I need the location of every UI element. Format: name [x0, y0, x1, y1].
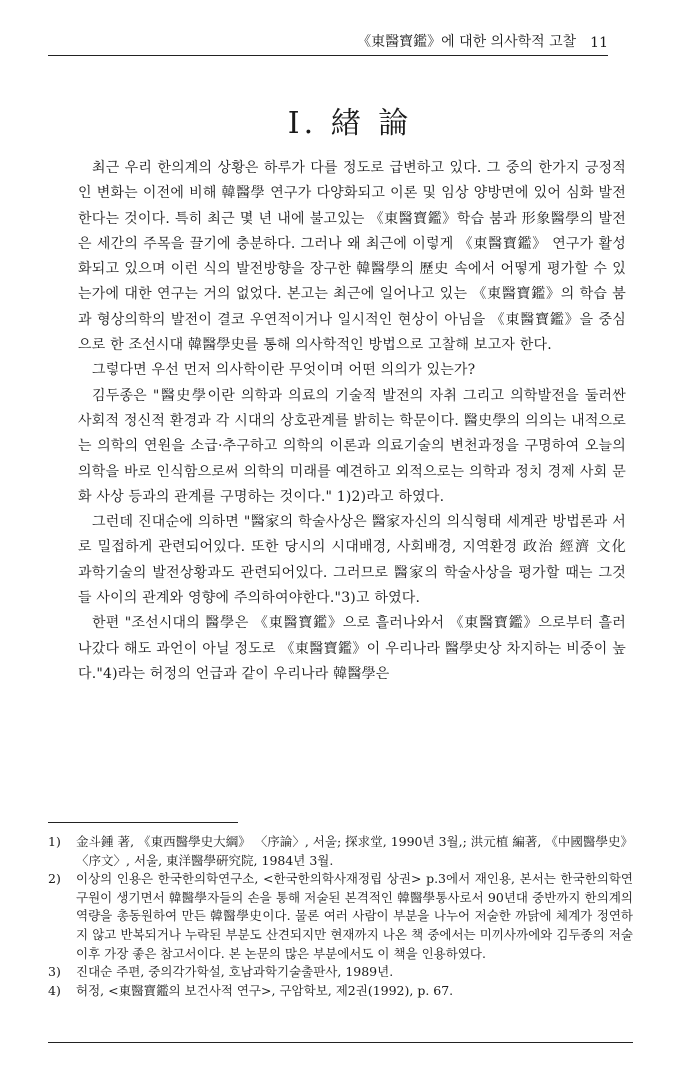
footnote [48, 982, 633, 1001]
footnote [48, 963, 633, 982]
footnote-text: 진대순 주편, 중의각가학설, 호남과학기술출판사, 1989년. [76, 964, 394, 980]
footnote [48, 870, 633, 963]
footnotes [48, 833, 633, 1000]
bottom-rule [48, 1042, 633, 1043]
paragraph: 최근 우리 한의계의 상황은 하루가 다를 정도로 급변하고 있다. 그 중의 한가지 긍정적인 변화는 이전에 비해 韓醫學 연구가 다양화되고 이론 및 임상 양방면에 있어 심화 발전한다는 것이다. 특히 최근 몇 년 내에 불고있는 《東醫寶鑑》학습 붐과 形象醫學의 발전은 세간의 주목을 끌기에 충분하다. 그러나 왜 최근에 이렇게 《東醫寶鑑》 연구가 활성화되고 있으며 이런 식의 발전방향을 장구한 韓醫學의 歷史 속에서 어떻게 평가할 수 있는가에 대한 연구는 거의 없었다. 본고는 최근에 일어나고 있는 《東醫寶鑑》의 학습 붐과 형상의학의 발전이 결코 우연적이거나 일시적인 현상이 아님을 《東醫寶鑑》을 중심으로 한 조선시대 韓醫學史를 통해 의사학적인 방법으로 고찰해 보고자 한다. [78, 160, 626, 354]
footnote-number: 4) [48, 982, 61, 998]
footnote [48, 833, 633, 870]
footnote-separator [48, 822, 238, 823]
running-head [48, 28, 608, 56]
paragraph: 그렇다면 우선 먼저 의사학이란 무엇이며 어떤 의의가 있는가? [92, 362, 476, 379]
footnote-text: 허정, <東醫寶鑑의 보건사적 연구>, 구암학보, 제2권(1992), p. 67. [76, 982, 454, 998]
section-title: Ⅰ. 緖 論 [287, 106, 413, 141]
running-head-title: 《東醫寶鑑》에 대한 의사학적 고찰 [357, 34, 577, 50]
footnote-number: 1) [48, 834, 61, 849]
body-text [78, 156, 626, 687]
footnote-number: 2) [48, 871, 61, 887]
paragraph: 김두종은 "醫史學이란 의학과 의료의 기술적 발전의 자취 그리고 의학발전을 둘러싼 사회적 정신적 환경과 각 시대의 상호관계를 밝히는 학문이다. 醫史學의 의의는 내적으로는 의학의 연원을 소급·추구하고 의학의 이론과 의료기술의 변천과정을 구명하여 오늘의 의학을 바로 인식함으로써 의학의 미래를 예견하고 외적으로는 의학과 정치 경제 사회 문화 사상 등과의 관계를 구명하는 것이다." 1)2)라고 하였다. [78, 387, 626, 505]
footnote-text: 이상의 인용은 한국한의학연구소, <한국한의학사재정립 상권> p.3에서 재인용, 본서는 한국한의학연구원이 생기면서 韓醫學자들의 손을 통해 저술된 본격적인 韓醫學통사로서 90년대 중반까지 한의계의 역량을 총동원하여 만든 韓醫學史이다. 물론 여러 사람이 부분을 나누어 저술한 까닭에 체계가 정연하지 않고 반복되거나 누락된 부분도 산견되지만 현재까지 나온 책 중에서는 미끼사까에와 김두종의 저술 이후 가장 좋은 참고서이다. 본 논문의 많은 부분에서도 이 책을 인용하였다. [76, 871, 633, 961]
paragraph: 그런데 진대순에 의하면 "醫家의 학술사상은 醫家자신의 의식형태 세계관 방법론과 서로 밀접하게 관련되어있다. 또한 당시의 시대배경, 사회배경, 지역환경 政治 經濟 文化 과학기술의 발전상황과도 관련되어있다. 그러므로 醫家의 학술사상을 평가할 때는 그것들 사이의 관계와 영향에 주의하여야한다."3)고 하였다. [78, 514, 626, 607]
paragraph: 한편 "조선시대의 醫學은 《東醫寶鑑》으로 흘러나와서 《東醫寶鑑》으로부터 흘러나갔다 해도 과언이 아닐 정도로 《東醫寶鑑》이 우리나라 醫學史상 차지하는 비중이 높다."4)라는 허정의 언급과 같이 우리나라 韓醫學은 [78, 615, 626, 682]
footnote-number: 3) [48, 964, 61, 980]
footnote-text: 金斗鍾 著, 《東西醫學史大綱》 〈序論〉, 서울; 探求堂, 1990년 3월,; 洪元植 編著, 《中國醫學史》 〈序文〉, 서울, 東洋醫學硏究院, 1984년 3월. [76, 834, 633, 868]
page-number: 11 [590, 35, 608, 51]
